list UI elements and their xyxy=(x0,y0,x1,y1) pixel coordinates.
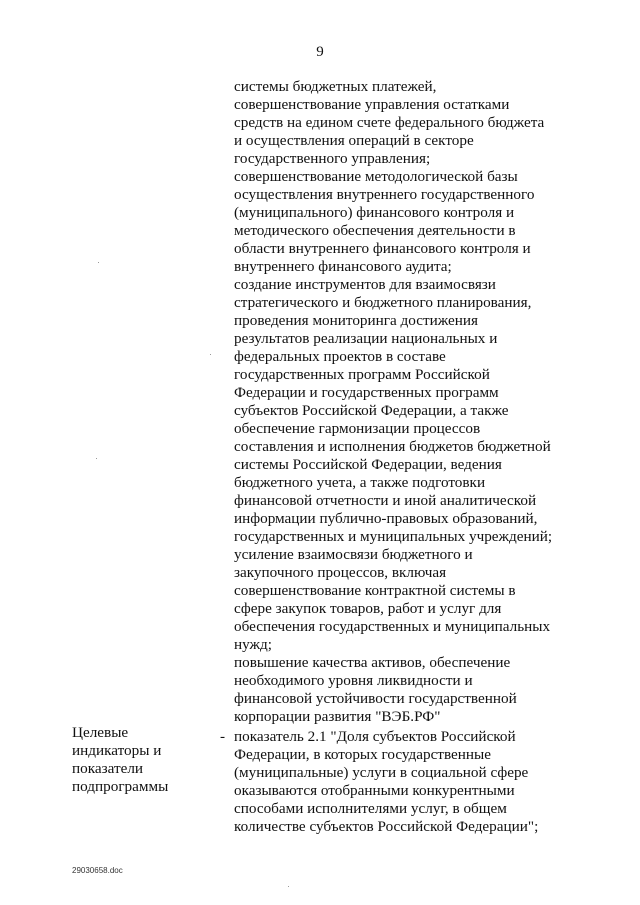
scan-speck xyxy=(96,458,97,459)
text-line: усиление взаимосвязи бюджетного и xyxy=(234,546,473,563)
text-line: корпорации развития "ВЭБ.РФ" xyxy=(234,708,441,725)
text-line: осуществления внутреннего государственного xyxy=(234,186,535,203)
text-line: составления и исполнения бюджетов бюджетной xyxy=(234,438,551,455)
indicator-line: способами исполнителями услуг, в общем xyxy=(234,800,507,817)
text-line: средств на едином счете федерального бюджета xyxy=(234,114,545,131)
indicator-line: Федерации, в которых государственные xyxy=(234,746,491,763)
text-line: системы Российской Федерации, ведения xyxy=(234,456,502,473)
indicator-line: показатель 2.1 "Доля субъектов Российской xyxy=(234,728,516,745)
text-line: обеспечение гармонизации процессов xyxy=(234,420,481,437)
text-line: внутреннего финансового аудита; xyxy=(234,258,452,275)
scan-speck xyxy=(98,262,99,263)
indicator-line: количестве субъектов Российской Федерации"; xyxy=(234,818,539,835)
text-line: (муниципального) финансового контроля и xyxy=(234,204,515,221)
scan-speck xyxy=(210,354,211,355)
text-line: результатов реализации национальных и xyxy=(234,330,498,347)
subprogram-tasks-text xyxy=(234,78,604,726)
label-line: индикаторы и xyxy=(72,742,162,759)
text-line: проведения мониторинга достижения xyxy=(234,312,479,329)
text-line: области внутреннего финансового контроля и xyxy=(234,240,531,257)
text-line: государственных и муниципальных учреждений; xyxy=(234,528,553,545)
text-line: создание инструментов для взаимосвязи xyxy=(234,276,496,293)
text-line: информации публично-правовых образований, xyxy=(234,510,538,527)
page-number: 9 xyxy=(316,44,324,60)
label-line: показатели xyxy=(72,760,144,777)
text-line: государственных программ Российской xyxy=(234,366,490,383)
text-line: бюджетного учета, а также подготовки xyxy=(234,474,486,491)
text-line: субъектов Российской Федерации, а также xyxy=(234,402,509,419)
indicators-text xyxy=(234,728,614,836)
text-line: методического обеспечения деятельности в xyxy=(234,222,516,239)
text-line: необходимого уровня ликвидности и xyxy=(234,672,473,689)
text-line: совершенствование управления остатками xyxy=(234,96,510,113)
text-line: совершенствование методологической базы xyxy=(234,168,518,185)
label-line: Целевые xyxy=(72,724,129,741)
indicator-line: (муниципальные) услуги в социальной сфере xyxy=(234,764,529,781)
text-line: обеспечения государственных и муниципальных xyxy=(234,618,551,635)
text-line: повышение качества активов, обеспечение xyxy=(234,654,511,671)
text-line: нужд; xyxy=(234,636,272,653)
indicator-line: оказываются отобранными конкурентными xyxy=(234,782,515,799)
separator-dash: - xyxy=(220,728,226,745)
text-line: финансовой устойчивости государственной xyxy=(234,690,517,707)
text-line: сфере закупок товаров, работ и услуг для xyxy=(234,600,502,617)
text-line: финансовой отчетности и иной аналитической xyxy=(234,492,537,509)
text-line: системы бюджетных платежей, xyxy=(234,78,437,95)
text-line: совершенствование контрактной системы в xyxy=(234,582,516,599)
document-file-code: 29030658.doc xyxy=(72,866,123,875)
label-line: подпрограммы xyxy=(72,778,169,795)
scan-speck xyxy=(288,886,289,887)
text-line: государственного управления; xyxy=(234,150,431,167)
text-line: федеральных проектов в составе xyxy=(234,348,446,365)
text-line: Федерации и государственных программ xyxy=(234,384,499,401)
text-line: стратегического и бюджетного планирования, xyxy=(234,294,532,311)
indicators-label xyxy=(72,724,212,796)
text-line: и осуществления операций в секторе xyxy=(234,132,474,149)
text-line: закупочного процессов, включая xyxy=(234,564,447,581)
